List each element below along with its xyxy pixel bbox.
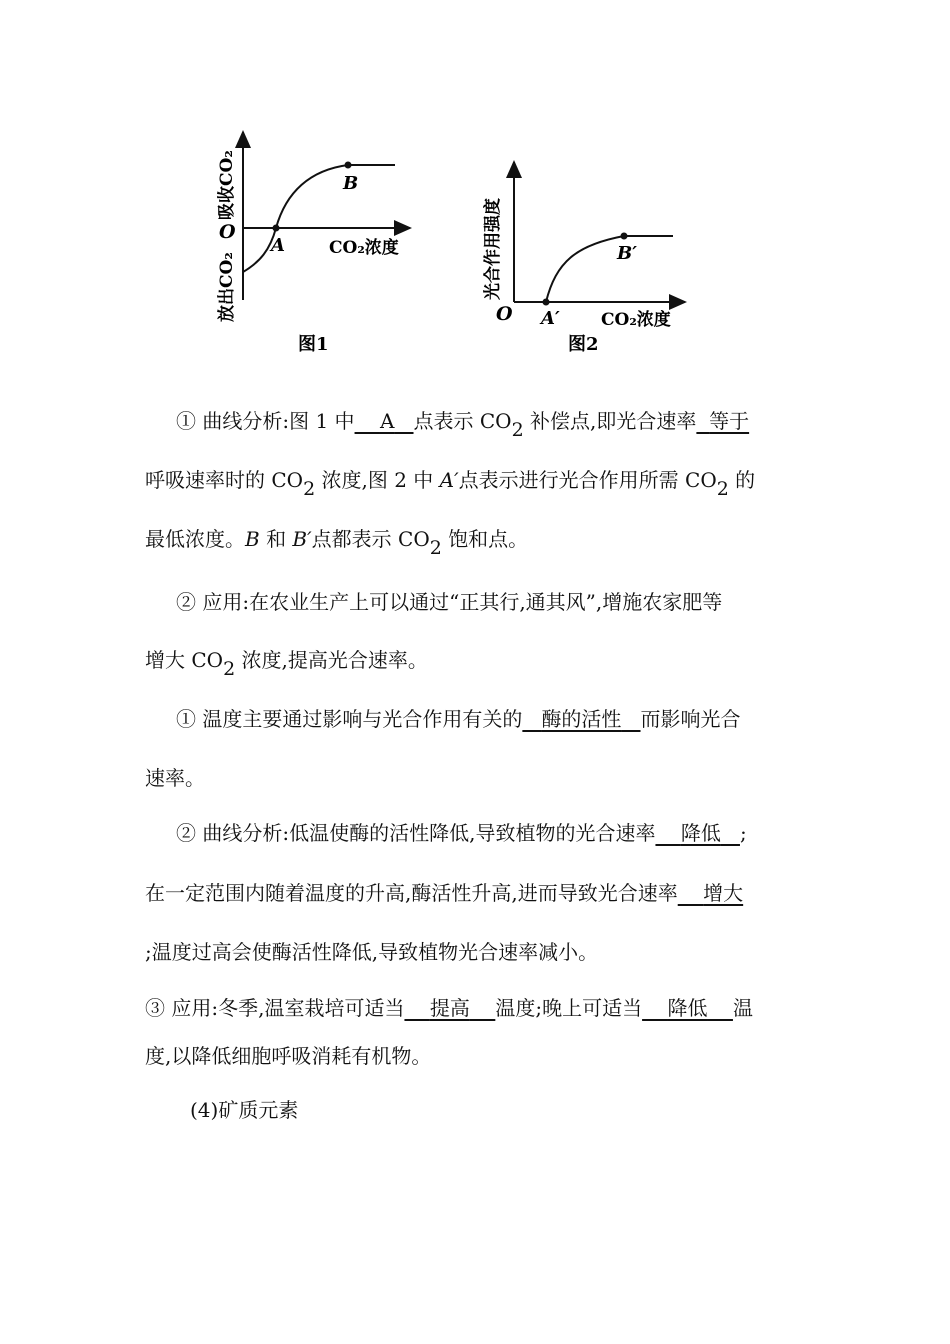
text: 点都表示 CO: [311, 527, 430, 551]
p2-line1: ② 应用:在农业生产上可以通过“正其行,通其风”,增施农家肥等: [176, 590, 723, 614]
text: 的: [735, 468, 756, 492]
text: ③ 应用:冬季,温室栽培可适当: [145, 996, 405, 1020]
subscript: 2: [511, 419, 524, 441]
p3-line1: [176, 706, 741, 732]
text: 在一定范围内随着温度的升高,酶活性升高,进而导致光合速率: [145, 881, 678, 905]
fig1-caption: 图1: [298, 334, 329, 355]
fig2-point-b: B′: [617, 243, 637, 264]
text: 而影响光合: [640, 707, 741, 731]
p2-line2: [145, 647, 428, 680]
fig1-origin: O: [219, 221, 236, 243]
text: 浓度,提高光合速率。: [241, 648, 428, 672]
b-prime: B′: [292, 527, 312, 551]
text: 饱和点。: [448, 527, 529, 551]
text: ① 温度主要通过影响与光合作用有关的: [176, 707, 523, 731]
text: ;: [739, 821, 747, 845]
text: 温度;晚上可适当: [495, 996, 643, 1020]
p4-line2: [145, 880, 743, 906]
b-point: B: [245, 527, 260, 551]
fig2-caption: 图2: [568, 334, 599, 355]
figure-2: [482, 162, 685, 355]
p4-line1: [176, 820, 747, 846]
fig1-point-b: B: [343, 173, 359, 194]
text: 浓度,图 2 中: [321, 468, 434, 492]
text: ② 曲线分析:低温使酶的活性降低,导致植物的光合速率: [176, 821, 656, 845]
fig1-x-label: CO₂浓度: [329, 238, 399, 258]
text: 和: [266, 527, 287, 551]
point-b-prime-dot: [621, 233, 628, 240]
text: 增大 CO: [145, 648, 224, 672]
subscript: 2: [716, 478, 729, 500]
subscript: 2: [223, 658, 236, 680]
text: 呼吸速率时的 CO: [145, 468, 304, 492]
blank-answer-equal: 等于: [709, 409, 750, 433]
text: 点表示 CO: [413, 409, 512, 433]
blank-answer-lower: 降低: [667, 996, 708, 1020]
fig2-point-a: A′: [541, 308, 560, 329]
figure-1: [216, 132, 410, 355]
p5-line2: 度,以降低细胞呼吸消耗有机物。: [145, 1044, 432, 1068]
p1-line3: [145, 526, 529, 559]
blank-answer-raise: 提高: [429, 996, 470, 1020]
subscript: 2: [429, 537, 442, 559]
text: 补偿点,即光合速率: [530, 409, 697, 433]
fig2-origin: O: [496, 303, 513, 325]
text: 温: [732, 996, 753, 1020]
fig2-x-label: CO₂浓度: [601, 310, 671, 330]
blank-answer-a: A: [379, 409, 395, 433]
section-heading: (4)矿质元素: [190, 1098, 299, 1122]
a-prime: A′: [439, 468, 459, 492]
p1-line2: [145, 467, 756, 500]
blank-answer-increase: 增大: [703, 881, 744, 905]
point-a-dot: [273, 225, 280, 232]
point-b-dot: [345, 162, 352, 169]
fig1-y-label-bottom: 放出CO₂: [217, 252, 237, 322]
blank-answer-enzyme: 酶的活性: [541, 707, 622, 731]
text: ① 曲线分析:图 1 中: [176, 409, 355, 433]
point-a-prime-dot: [543, 299, 550, 306]
fig2-y-label: 光合作用强度: [483, 198, 503, 300]
fig1-point-a: A: [271, 235, 285, 256]
p5-line1: [145, 995, 753, 1021]
curve-2: [546, 236, 673, 302]
text: 点表示进行光合作用所需 CO: [458, 468, 717, 492]
p1-line1: [176, 408, 750, 441]
p4-line3: ;温度过高会使酶活性降低,导致植物光合速率减小。: [145, 940, 599, 964]
blank-answer-decrease: 降低: [680, 821, 721, 845]
subscript: 2: [303, 478, 316, 500]
text: 最低浓度。: [145, 527, 245, 551]
fig1-y-label-top: 吸收CO₂: [217, 150, 237, 220]
p3-line2: 速率。: [145, 766, 205, 790]
co2-figures: [0, 0, 950, 380]
